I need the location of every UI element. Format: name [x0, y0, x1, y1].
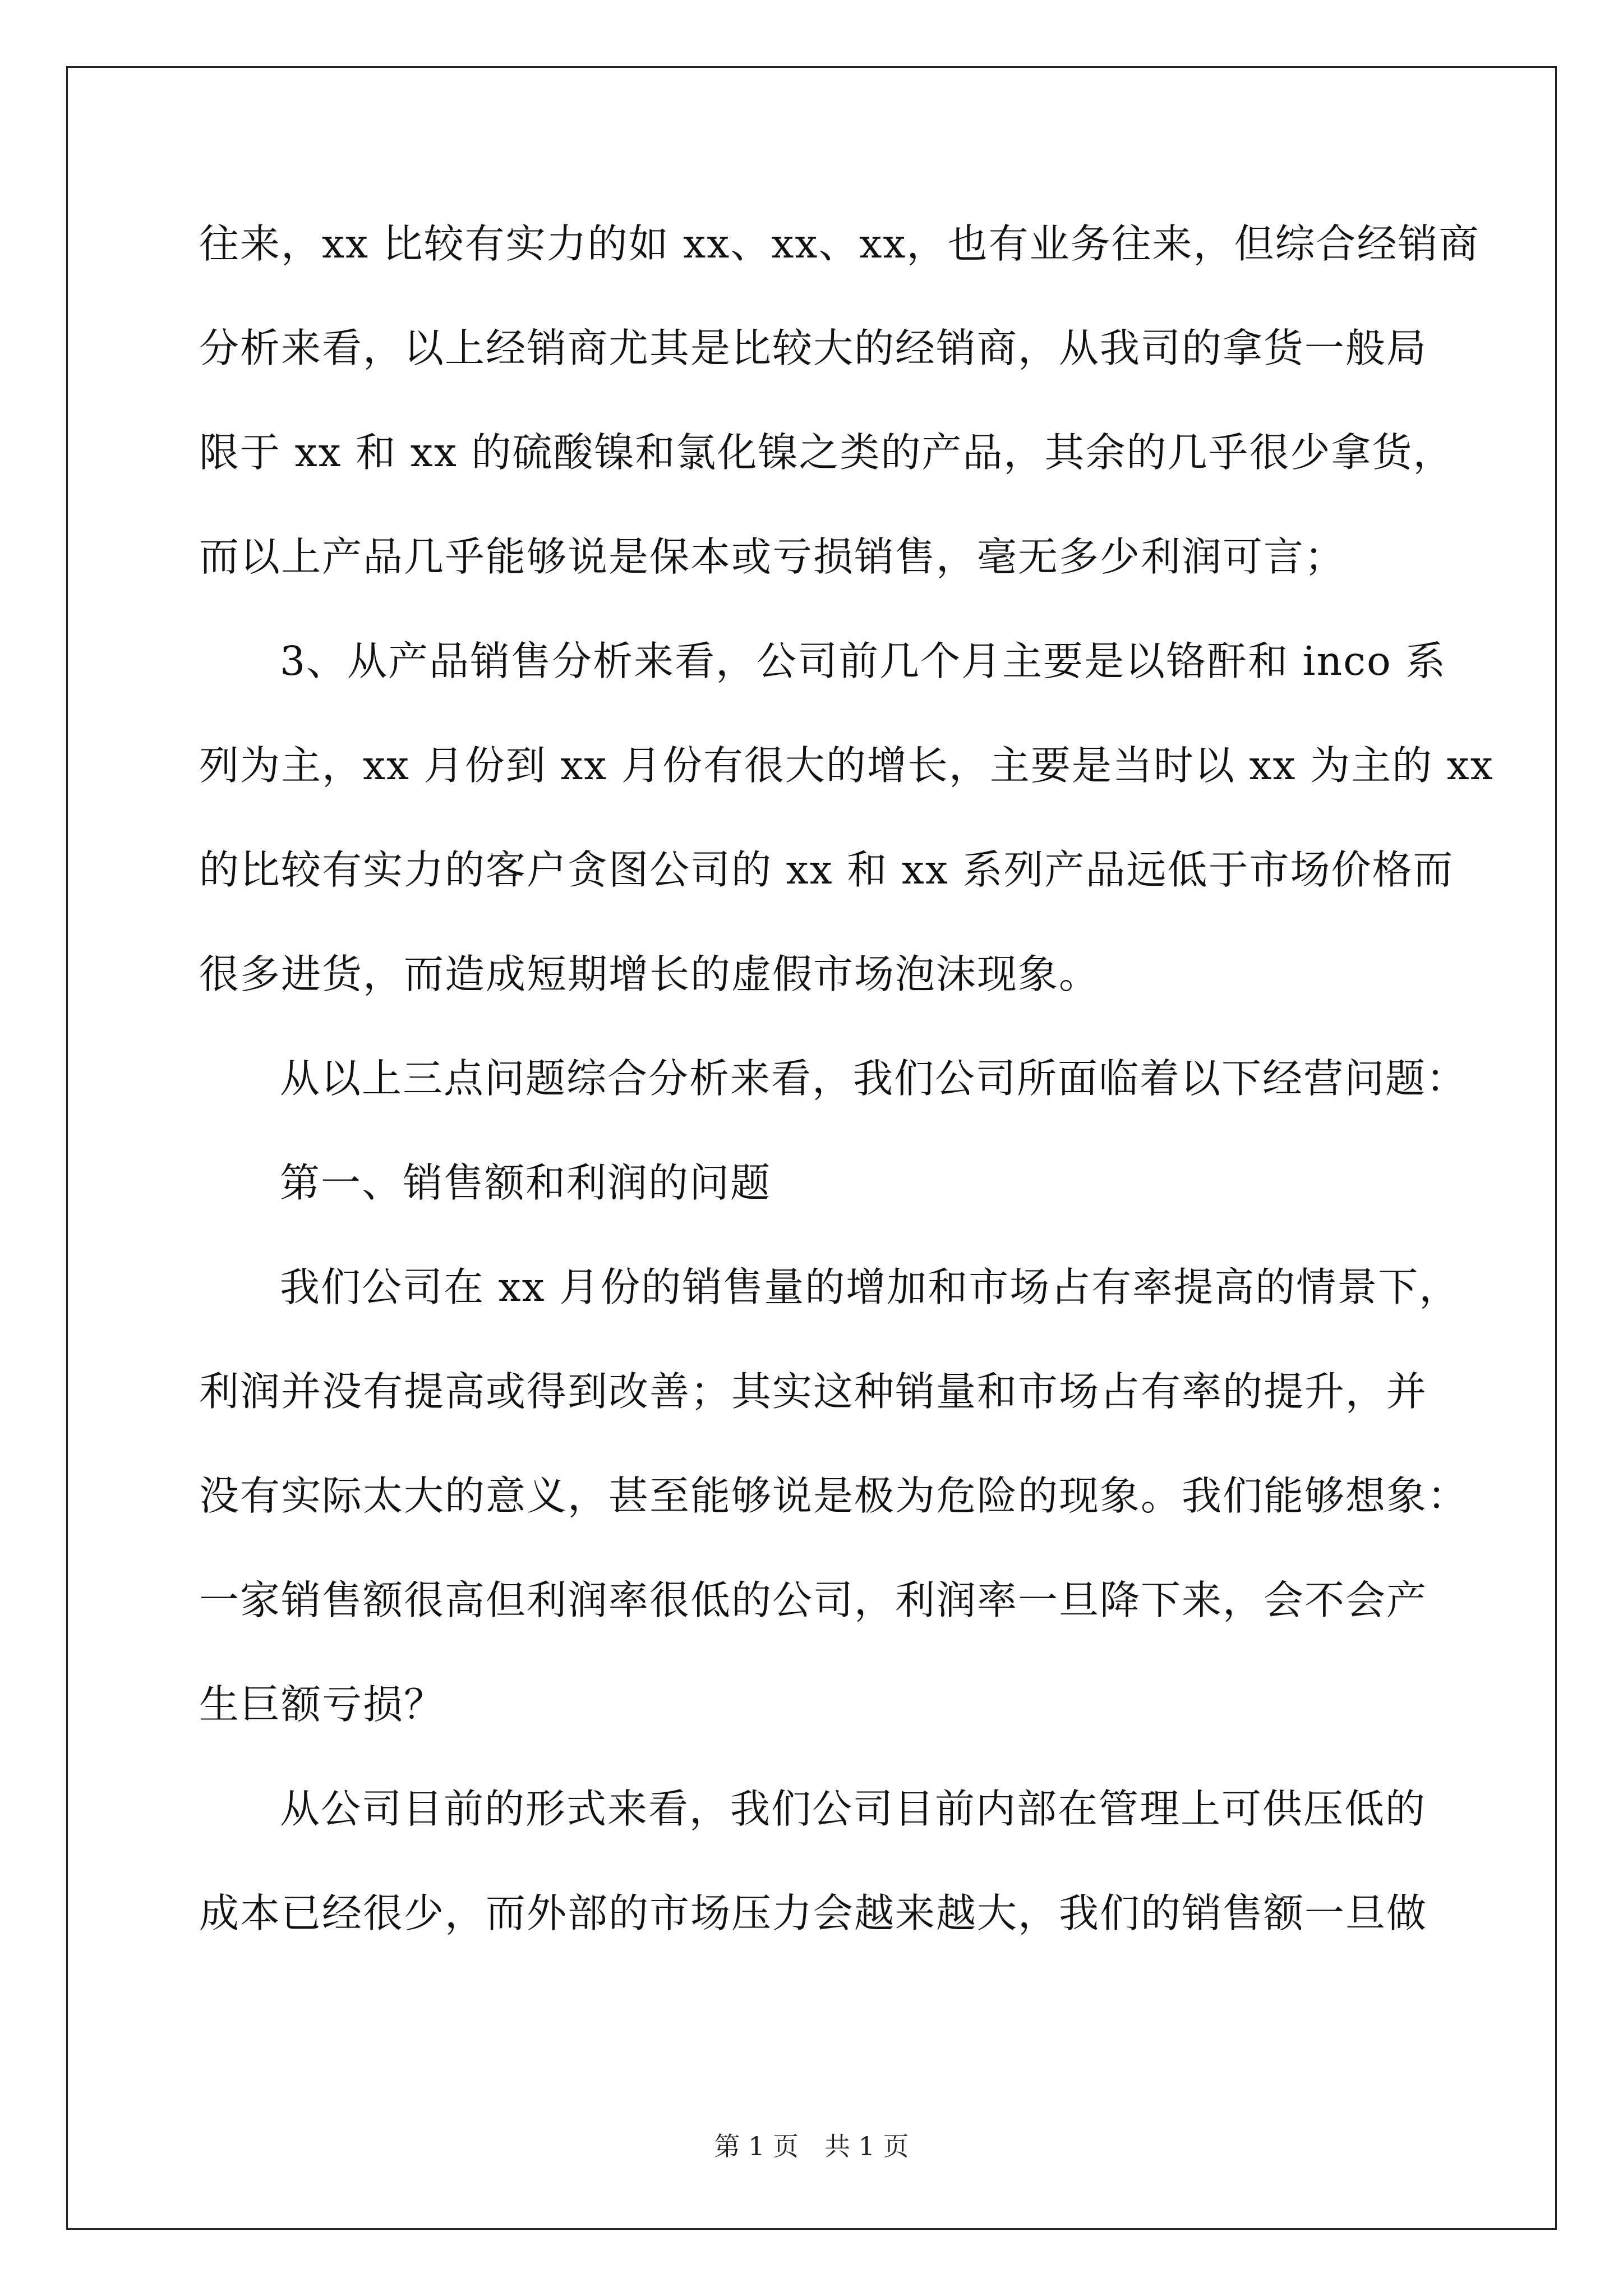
page-footer: [0, 2126, 1623, 2163]
text-line: 成本已经很少，而外部的市场压力会越来越大，我们的销售额一旦做: [199, 1890, 1428, 1936]
text-line: 分析来看，以上经销商尤其是比较大的经销商，从我司的拿货一般局: [199, 325, 1428, 371]
text-line: 我们公司在 xx 月份的销售量的增加和市场占有率提高的情景下，: [280, 1264, 1460, 1310]
text-line: 从以上三点问题综合分析来看，我们公司所面临着以下经营问题：: [280, 1055, 1468, 1102]
text-line: 列为主，xx 月份到 xx 月份有很大的增长，主要是当时以 xx 为主的 xx: [199, 742, 1494, 789]
text-line: 3、从产品销售分析来看，公司前几个月主要是以铬酐和 inco 系: [280, 638, 1447, 684]
text-line: 从公司目前的形式来看，我们公司目前内部在管理上可供压低的: [280, 1786, 1427, 1832]
page-number: 第 1 页: [714, 2131, 799, 2161]
text-line: 而以上产品几乎能够说是保本或亏损销售，毫无多少利润可言；: [199, 533, 1346, 580]
text-line: 限于 xx 和 xx 的硫酸镍和氯化镍之类的产品，其余的几乎很少拿货，: [199, 429, 1454, 476]
text-line: 利润并没有提高或得到改善；其实这种销量和市场占有率的提升，并: [199, 1368, 1428, 1415]
text-line: 没有实际太大的意义，甚至能够说是极为危险的现象。我们能够想象：: [199, 1473, 1469, 1519]
section-heading: 第一、销售额和利润的问题: [280, 1159, 772, 1206]
text-line: 生巨额亏损？: [199, 1681, 445, 1728]
text-line: 一家销售额很高但利润率很低的公司，利润率一旦降下来，会不会产: [199, 1577, 1428, 1623]
page-count: 共 1 页: [824, 2131, 909, 2161]
text-line: 很多进货，而造成短期增长的虚假市场泡沫现象。: [199, 951, 1100, 997]
text-line: 的比较有实力的客户贪图公司的 xx 和 xx 系列产品远低于市场价格而: [199, 846, 1454, 893]
text-line: 往来，xx 比较有实力的如 xx、xx、xx，也有业务往来，但综合经销商: [199, 220, 1480, 267]
